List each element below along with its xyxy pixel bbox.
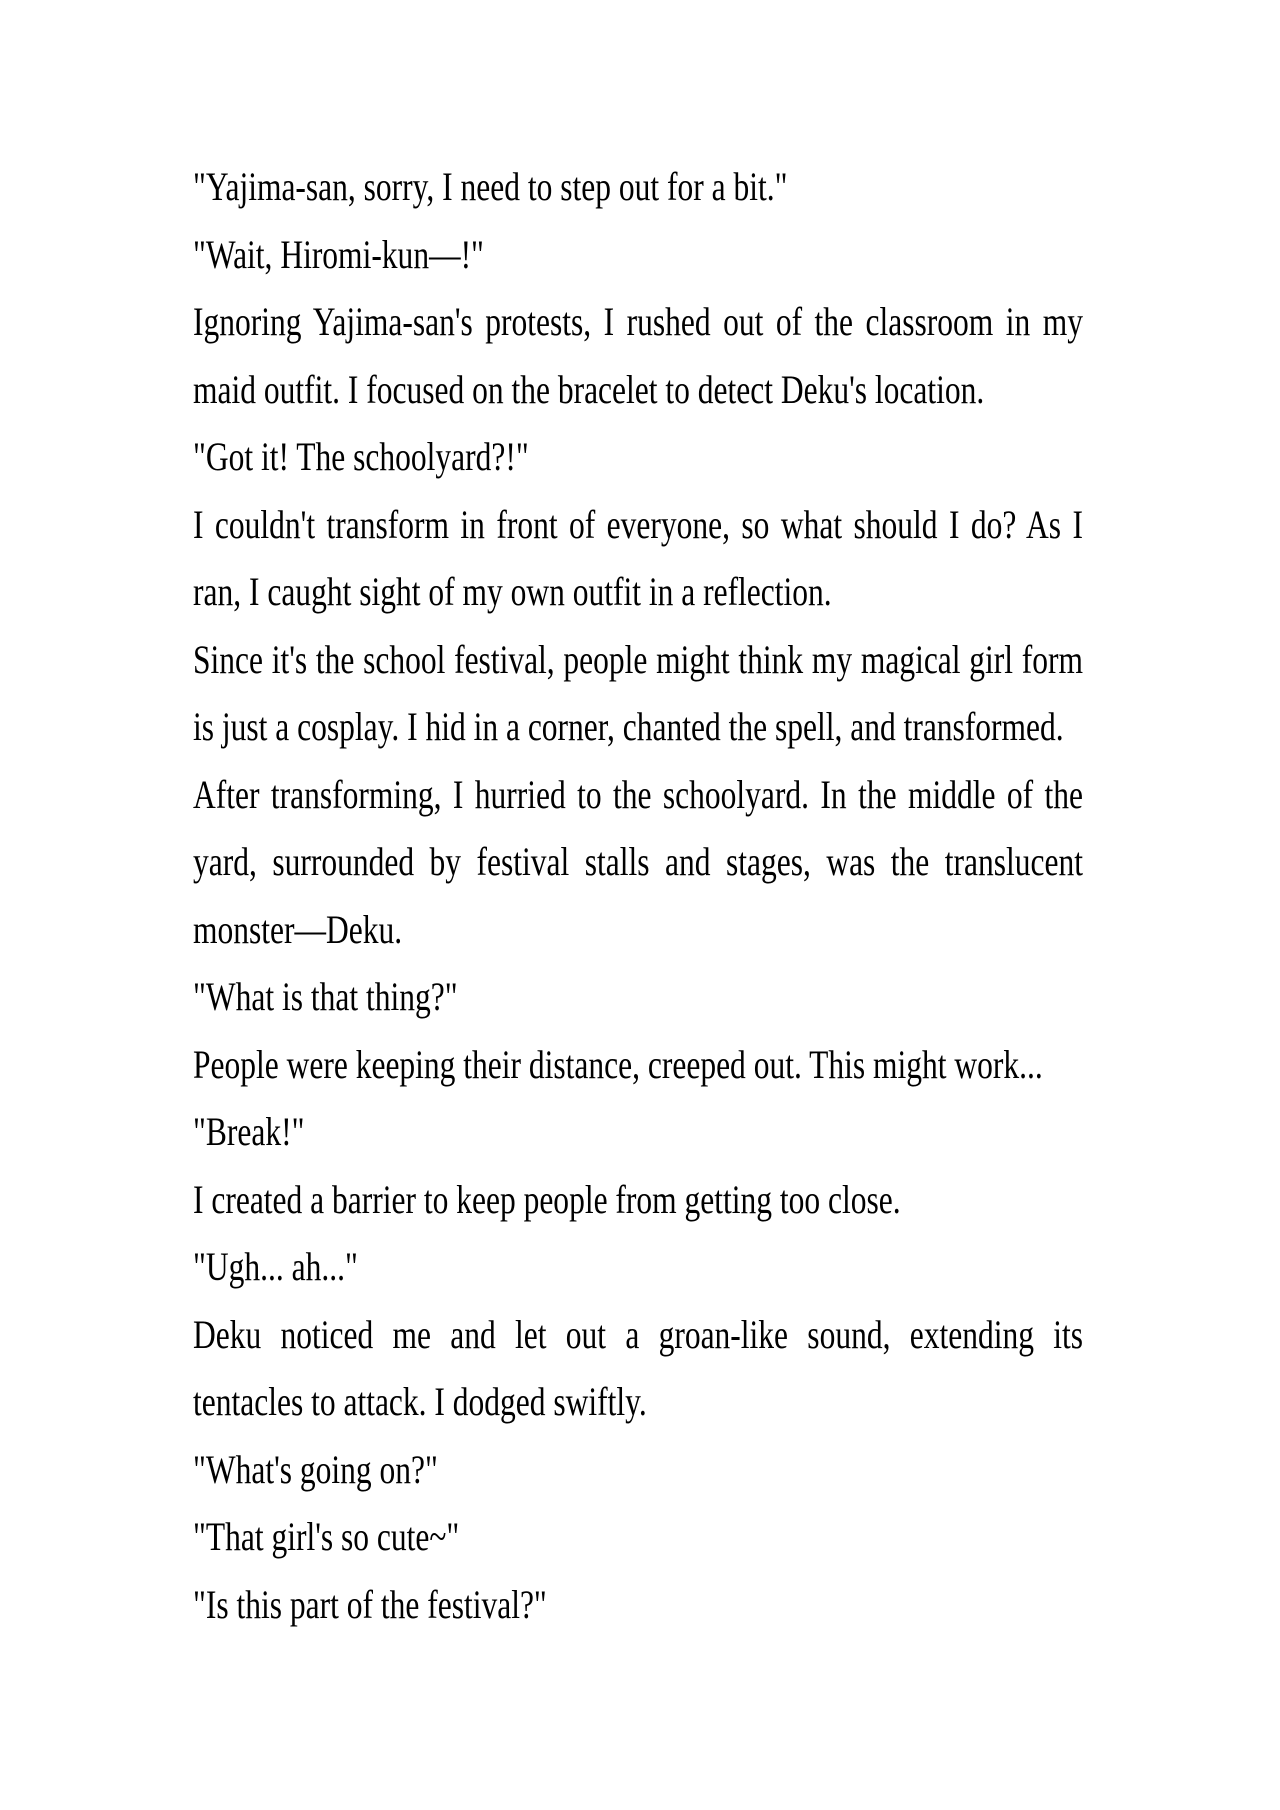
text-column	[193, 153, 1083, 1638]
paragraph: Since it's the school festival, people might think my magical girl form is just a cosplay. I hid in a corner, chanted the spell, and transformed.	[193, 636, 1083, 749]
paragraph: "Ugh... ah..."	[193, 1244, 358, 1289]
paragraph: "Is this part of the festival?"	[193, 1581, 547, 1627]
paragraph: "Yajima-san, sorry, I need to step out for a bit."	[193, 164, 788, 209]
paragraph: "What's going on?"	[193, 1446, 438, 1492]
paragraph: "What is that thing?"	[193, 974, 458, 1019]
paragraph: Ignoring Yajima-san's protests, I rushed out of the classroom in my maid outfit. I focused on the bracelet to detect Deku's location.	[193, 299, 1083, 412]
paragraph: After transforming, I hurried to the schoolyard. In the middle of the yard, surrounded by festival stalls and stages, was the translucent monster—Deku.	[193, 771, 1083, 952]
paragraph: "Break!"	[193, 1109, 305, 1154]
paragraph: "Got it! The schoolyard?!"	[193, 434, 529, 479]
paragraph: I couldn't transform in front of everyone, so what should I do? As I ran, I caught sight of my own outfit in a reflection.	[193, 501, 1083, 614]
paragraph: Deku noticed me and let out a groan-like sound, extending its tentacles to attack. I dodged swiftly.	[193, 1311, 1083, 1424]
paragraph: "Wait, Hiromi-kun—!"	[193, 231, 484, 277]
paragraph: "That girl's so cute~"	[193, 1514, 460, 1559]
paragraph: I created a barrier to keep people from getting too close.	[193, 1176, 901, 1222]
paragraph: People were keeping their distance, creeped out. This might work...	[193, 1041, 1043, 1087]
